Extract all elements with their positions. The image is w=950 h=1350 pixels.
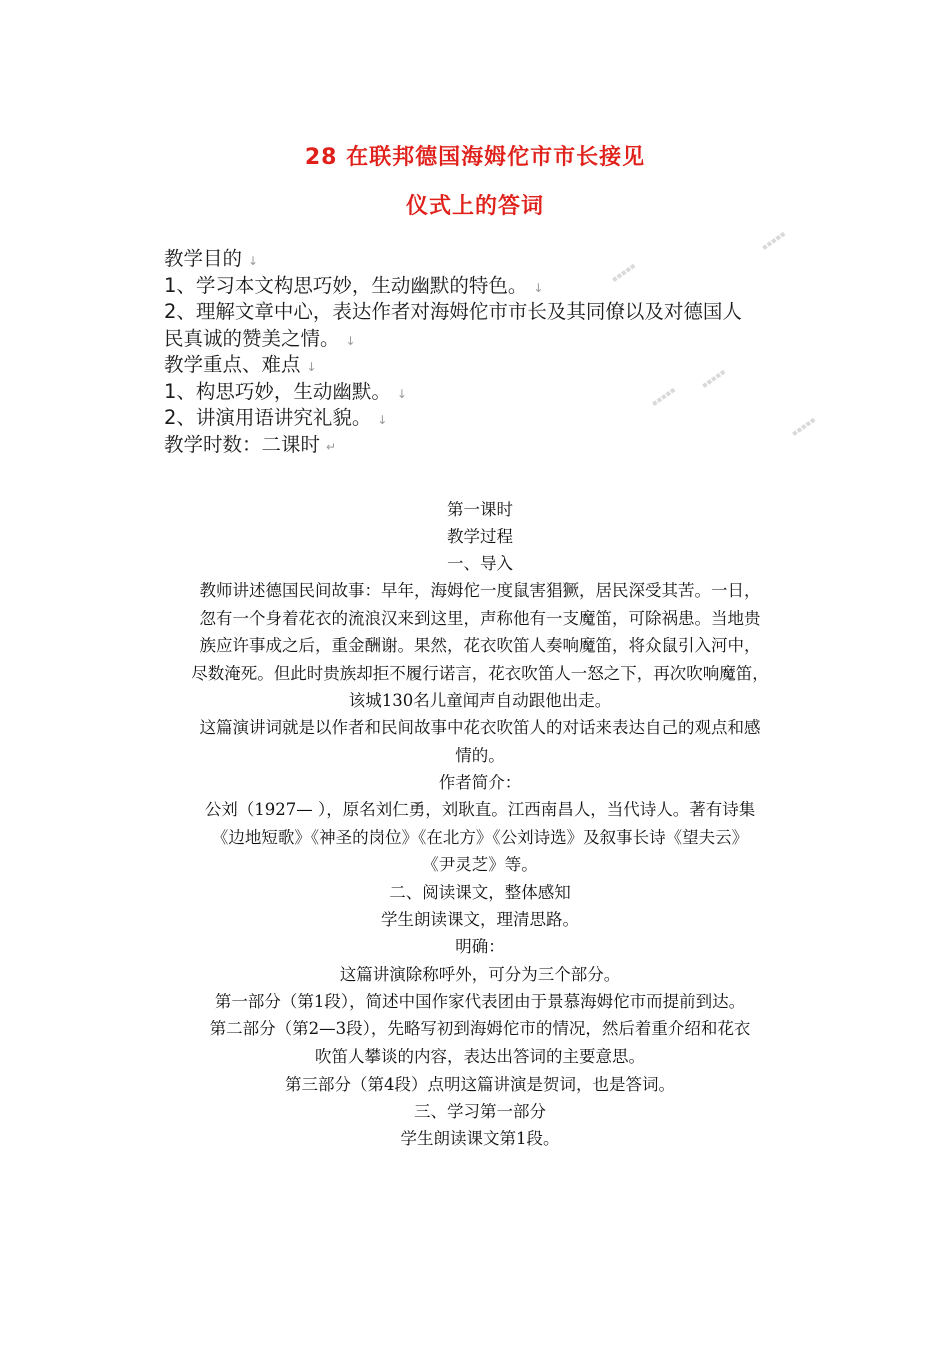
objectives-heading: 教学目的 ↓ [164,247,259,270]
speech-note-paragraph: 这篇演讲词就是以作者和民间故事中花衣吹笛人的对话来表达自己的观点和感 情的。 [199,718,761,765]
objective-item: 1、学习本文构思巧妙，生动幽默的特色。 ↓ [164,273,544,297]
watermark-mark: ▪▪▪▪▪ [649,385,678,408]
paragraph-mark-icon: ↓ [306,360,317,374]
paragraph-mark-icon: ↓ [248,254,259,268]
keypoint-item: 2、讲演用语讲究礼貌。 ↓ [164,406,388,429]
watermark-mark: ▪▪▪▪▪ [699,367,728,390]
paragraph-mark-icon: ↓ [377,413,388,427]
objective-item: 2、理解文章中心，表达作者对海姆佗市市长及其同僚以及对德国人 [164,300,742,323]
keypoints-heading: 教学重点、难点 ↓ [164,353,317,376]
lesson-hours: 教学时数：二课时 ↵ [164,432,337,456]
process-heading: 教学过程 [447,527,513,546]
author-paragraph: 公刘（1927— ），原名刘仁勇，刘耿直。江西南昌人，当代诗人。著有诗集 《边地短歌》《神圣的岗位》《在北方》《公刘诗选》及叙事长诗《望夫云》 《尹灵芝》等。 [204,800,756,874]
reading-task: 学生朗读课文，理清思路。 [381,910,579,929]
study-heading: 三、学习第一部分 [414,1102,546,1121]
return-mark-icon: ↵ [326,439,337,454]
story-paragraph: 教师讲述德国民间故事：早年，海姆佗一度鼠害猖獗，居民深受其苦。一日， 忽有一个身着花衣的流浪汉来到这里，声称他有一支魔笛，可除祸患。当地贵 族应许事成之后，重金酬谢。果然，花衣吹笛人奏响魔笛，将众鼠引入河中， 尽数淹死。但此时贵族却拒不履行诺言，花衣吹笛人一怒之下，再次吹响魔笛， 该城130名儿童闻声自动跟他出走。 [191,581,769,710]
author-heading: 作者简介： [438,773,522,792]
page-title-line1: 28 在联邦德国海姆佗市市长接见 [304,145,646,170]
clarify-label: 明确： [455,937,505,956]
page-title-line2: 仪式上的答词 [405,194,544,219]
paragraph-mark-icon: ↓ [345,333,356,348]
watermark-mark: ▪▪▪▪▪ [759,229,788,252]
study-task: 学生朗读课文第1段。 [400,1129,560,1148]
part2-paragraph: 第二部分（第2—3段），先略写初到海姆佗市的情况，然后着重介绍和花衣 吹笛人攀谈的内容，表达出答词的主要意思。 [209,1019,751,1066]
intro-heading: 一、导入 [447,554,513,573]
paragraph-mark-icon: ↓ [396,386,407,401]
part1-text: 第一部分（第1段），简述中国作家代表团由于景慕海姆佗市而提前到达。 [214,992,746,1011]
reading-heading: 二、阅读课文，整体感知 [389,883,571,902]
objectives-block [164,246,804,458]
watermark-mark: ▪▪▪▪▪ [789,415,818,438]
objective-item-cont: 民真诚的赞美之情。 ↓ [164,326,356,350]
structure-intro: 这篇讲演除称呼外，可分为三个部分。 [339,965,621,984]
keypoint-item: 1、构思巧妙，生动幽默。 ↓ [164,379,407,403]
paragraph-mark-icon: ↓ [533,280,544,295]
watermark-mark: ▪▪▪▪▪ [609,261,638,284]
lesson-heading: 第一课时 [447,500,513,519]
part3-text: 第三部分（第4段）点明这篇讲演是贺词，也是答词。 [285,1075,675,1094]
